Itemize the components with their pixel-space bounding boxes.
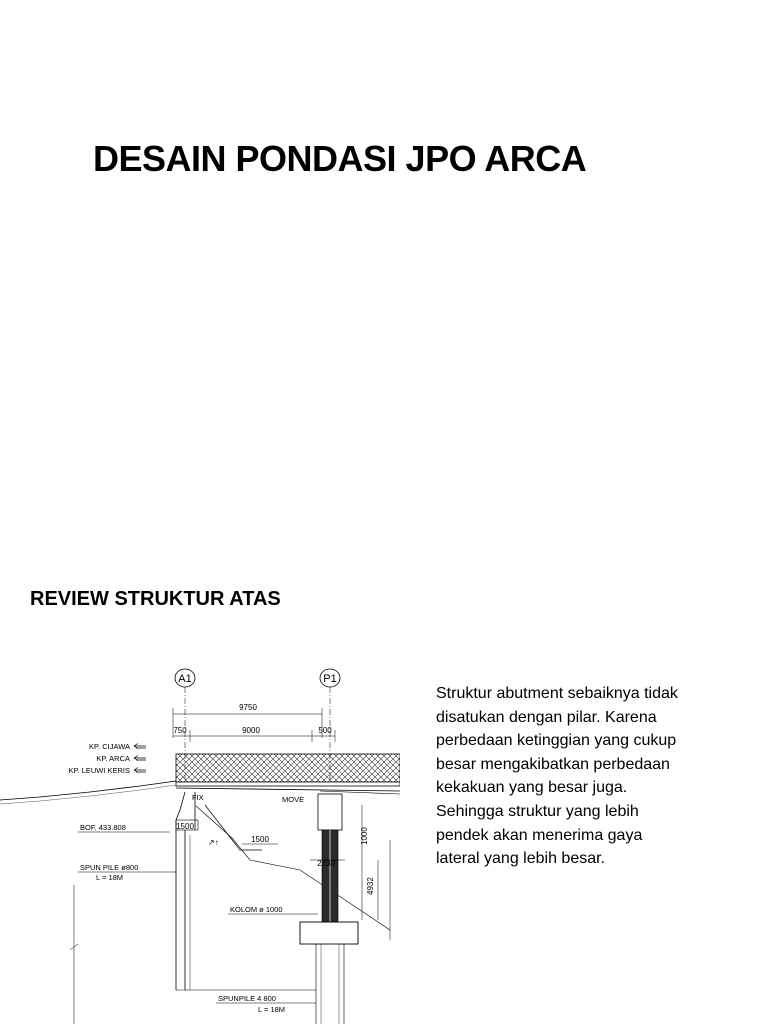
legend xyxy=(68,742,146,775)
grid-bubble-a1 xyxy=(175,669,195,687)
body-line: perbedaan ketinggian yang cukup xyxy=(436,732,677,750)
grid-label-a1: A1 xyxy=(178,673,192,685)
dim-4932: 4932 xyxy=(366,877,375,895)
dim-500: 500 xyxy=(318,726,332,735)
dim-1500-a: 1500 xyxy=(176,822,194,831)
body-line: kekakuan yang besar juga. xyxy=(436,779,628,797)
legend-arca: KP. ARCA xyxy=(96,754,130,763)
dim-750: 750 xyxy=(173,726,187,735)
dim-9750: 9750 xyxy=(239,703,257,712)
label-move: MOVE xyxy=(282,795,305,804)
spun-pile-a1-length: L = 18M xyxy=(96,873,124,882)
dim-1000: 1000 xyxy=(360,827,369,845)
spun-pile-p1-label: SPUNPILE 4 800 xyxy=(218,994,276,1003)
grid-bubble-p1 xyxy=(320,669,340,687)
engineering-drawing xyxy=(0,660,400,1024)
body-line: besar mengakibatkan perbedaan xyxy=(436,755,670,773)
spun-pile-a1-label: SPUN PILE ø800 xyxy=(80,863,139,872)
grid-label-p1: P1 xyxy=(323,673,337,685)
bof-label: BOF. 433.808 xyxy=(80,823,126,832)
legend-leuwi-keris: KP. LEUWI KERIS xyxy=(68,766,130,775)
page-title: DESAIN PONDASI JPO ARCA xyxy=(93,138,587,179)
dim-9000: 9000 xyxy=(242,726,260,735)
body-line: pendek akan menerima gaya xyxy=(436,826,643,844)
label-fix: FIX xyxy=(192,793,204,802)
arrow-left-icon xyxy=(134,744,146,773)
spun-pile-p1-length: L = 18M xyxy=(258,1005,286,1014)
section-heading: REVIEW STRUKTUR ATAS xyxy=(30,588,281,610)
body-paragraph xyxy=(436,682,736,871)
dim-1500-b: 1500 xyxy=(251,835,269,844)
body-line: Sehingga struktur yang lebih xyxy=(436,802,639,820)
body-line: lateral yang lebih besar. xyxy=(436,850,605,868)
body-line: disatukan dengan pilar. Karena xyxy=(436,708,657,726)
body-line: Struktur abutment sebaiknya tidak xyxy=(436,685,678,702)
slope-arrow-icon: ↗↑ xyxy=(208,838,219,847)
dim-2230: 2230 xyxy=(317,859,335,868)
kolom-label: KOLOM ø 1000 xyxy=(230,905,283,914)
legend-cijawa: KP. CIJAWA xyxy=(89,742,130,751)
